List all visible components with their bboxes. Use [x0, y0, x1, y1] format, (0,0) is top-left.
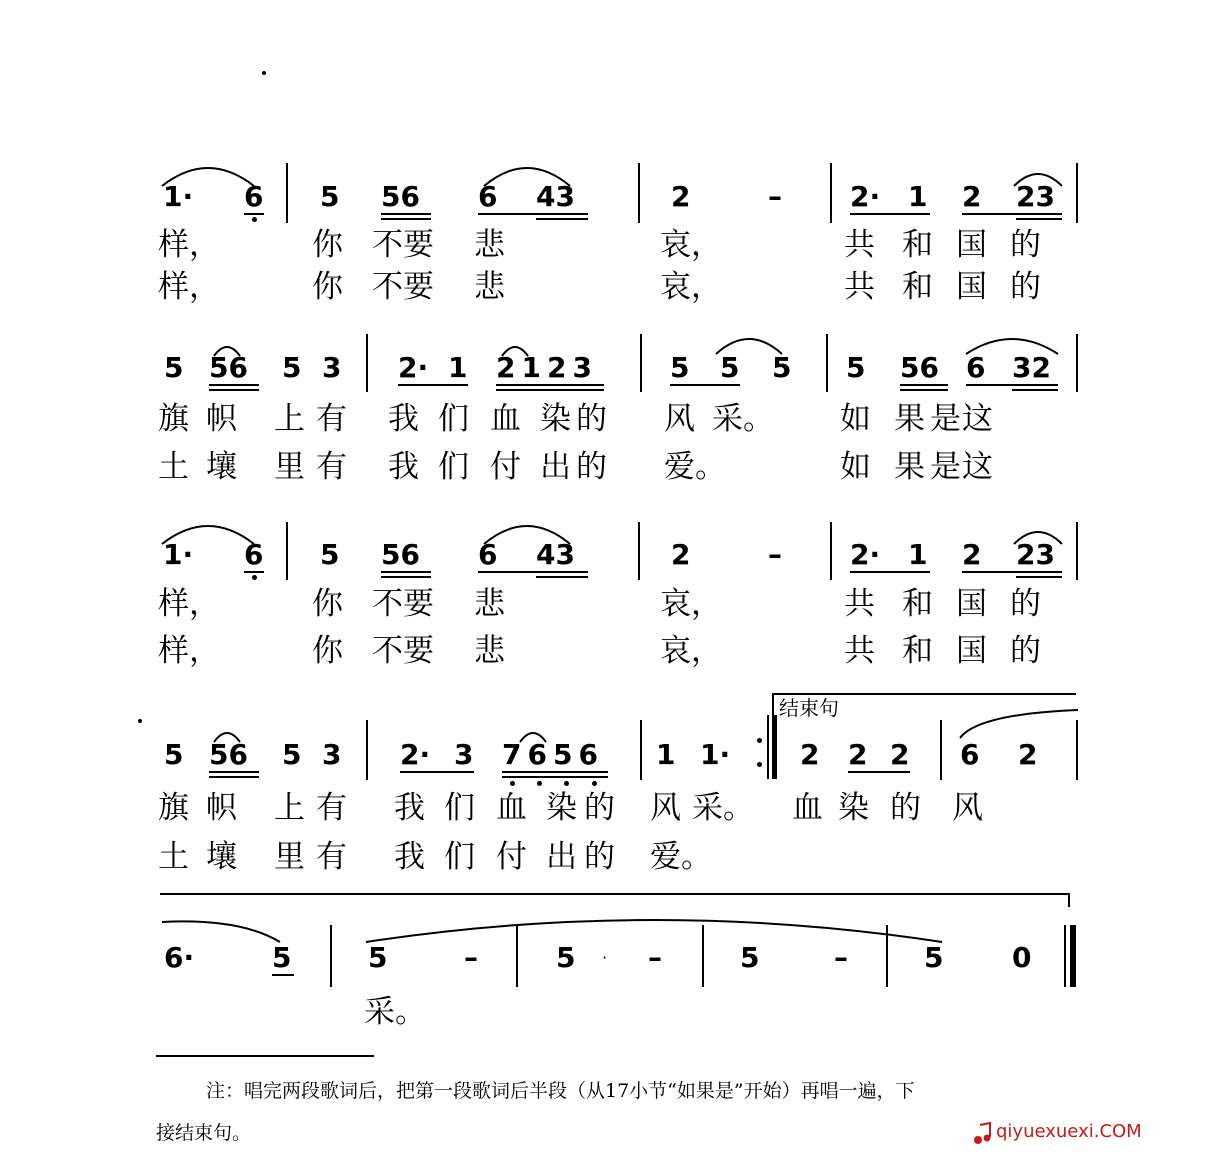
barline — [516, 925, 518, 987]
music-note-icon — [972, 1121, 994, 1145]
note: 2 — [671, 538, 691, 571]
note: 5 — [282, 738, 302, 771]
lyric: 采。 — [364, 994, 426, 1030]
lyric: 是 — [930, 449, 961, 485]
note: 1 — [656, 738, 676, 771]
underline — [381, 218, 431, 220]
ending-bracket-tick — [772, 693, 774, 715]
underline — [536, 576, 588, 578]
lyric: 壤 — [206, 449, 237, 485]
lyric: 风 — [664, 401, 695, 437]
repeat-dot — [757, 738, 762, 743]
note: 0 — [1012, 941, 1032, 974]
note: 5 — [740, 941, 760, 974]
note: 5 — [368, 941, 388, 974]
lyric: 的 — [890, 790, 921, 826]
note: 6 — [478, 180, 498, 213]
lyric: 壤 — [206, 839, 237, 875]
underline — [850, 213, 930, 215]
note: 2123 — [496, 351, 598, 384]
underline — [900, 389, 948, 391]
note: 6 — [966, 351, 986, 384]
note: 5 — [772, 351, 792, 384]
low-octave-dot — [564, 781, 569, 786]
note: 6 — [478, 538, 498, 571]
lyric: 里 — [274, 839, 305, 875]
lyric: 果 — [894, 449, 925, 485]
dash: – — [464, 941, 478, 974]
slur — [160, 914, 282, 944]
tie-line-end — [1068, 893, 1070, 907]
underline — [502, 776, 608, 778]
underline — [381, 213, 431, 215]
lyric: 和 — [902, 269, 933, 305]
note: 1 — [448, 351, 468, 384]
stray-dot: · — [602, 948, 608, 967]
lyric: 国 — [956, 586, 987, 622]
note: 6· — [164, 941, 195, 974]
lyric: 爱。 — [664, 449, 726, 485]
lyric: 你 — [312, 633, 343, 669]
repeat-barline-thin — [767, 715, 769, 779]
underline — [209, 771, 259, 773]
note: 1· — [700, 738, 731, 771]
barline — [702, 925, 704, 987]
note: 5 — [164, 738, 184, 771]
barline — [366, 720, 368, 780]
lyric: 帜 — [206, 790, 237, 826]
underline — [381, 576, 431, 578]
barline — [330, 925, 332, 987]
slur — [958, 706, 1080, 740]
note: 2 — [1018, 738, 1038, 771]
note: 56 — [900, 351, 939, 384]
lyric: 帜 — [206, 401, 237, 437]
slur — [364, 908, 944, 944]
note: 43 — [536, 180, 575, 213]
lyric: 哀， — [660, 269, 722, 305]
watermark — [972, 1118, 1182, 1148]
note: 1· — [163, 180, 194, 213]
barline — [1076, 720, 1078, 780]
lyric: 样， — [158, 227, 220, 263]
lyric: 土 — [158, 839, 189, 875]
underline — [209, 384, 259, 386]
stray-mark — [262, 71, 266, 75]
lyric: 悲 — [474, 586, 505, 622]
lyric: 你 — [312, 586, 343, 622]
underline — [400, 771, 474, 773]
lyric: 们 — [444, 790, 475, 826]
lyric: 出 — [540, 449, 571, 485]
underline — [272, 974, 294, 976]
lyric: 国 — [956, 269, 987, 305]
lyric: 我 — [388, 449, 419, 485]
lyric: 不要 — [372, 586, 434, 622]
lyric: 染 — [838, 790, 869, 826]
lyric: 有 — [316, 839, 347, 875]
dash: – — [768, 180, 782, 213]
lyric: 哀， — [660, 586, 722, 622]
underline — [478, 571, 588, 573]
lyric: 样， — [158, 269, 220, 305]
lyric: 们 — [438, 401, 469, 437]
barline — [366, 334, 368, 392]
lyric: 这 — [962, 401, 993, 437]
barline — [1076, 522, 1078, 580]
final-barline-thin — [1064, 925, 1066, 987]
lyric: 采。 — [712, 401, 774, 437]
lyric: 有 — [316, 449, 347, 485]
ending-bracket-line — [772, 693, 1076, 695]
underline — [962, 213, 1062, 215]
low-octave-dot — [510, 781, 515, 786]
lyric: 国 — [956, 227, 987, 263]
underline — [966, 384, 1058, 386]
note: 2· — [400, 738, 431, 771]
note: 43 — [536, 538, 575, 571]
footnote-rule — [156, 1055, 374, 1057]
lyric: 你 — [312, 227, 343, 263]
note: 32 — [1012, 351, 1051, 384]
note: 56 — [381, 538, 420, 571]
lyric: 土 — [158, 449, 189, 485]
underline — [536, 218, 588, 220]
lyric: 悲 — [474, 227, 505, 263]
lyric: 付 — [496, 839, 527, 875]
note: 2 — [800, 738, 820, 771]
lyric: 付 — [490, 449, 521, 485]
lyric: 是 — [930, 401, 961, 437]
note: 2· — [398, 351, 429, 384]
barline — [640, 720, 642, 780]
note: 2 — [890, 738, 910, 771]
note: 3 — [322, 738, 342, 771]
underline — [1012, 389, 1058, 391]
note: 56 — [209, 738, 248, 771]
underline — [670, 384, 740, 386]
note: 1· — [163, 538, 194, 571]
underline — [398, 384, 468, 386]
underline — [381, 571, 431, 573]
underline — [244, 213, 264, 215]
underline — [1016, 218, 1062, 220]
note: 5 — [272, 941, 292, 974]
lyric: 样， — [158, 633, 220, 669]
lyric: 共 — [844, 269, 875, 305]
lyric: 国 — [956, 633, 987, 669]
lyric: 血 — [490, 401, 521, 437]
lyric: 的 — [1010, 586, 1041, 622]
note: 5 — [720, 351, 740, 384]
lyric: 悲 — [474, 633, 505, 669]
barline — [638, 163, 640, 223]
underline — [478, 213, 588, 215]
dash: – — [768, 538, 782, 571]
ending-label: 结束句 — [779, 696, 839, 720]
lyric: 共 — [844, 227, 875, 263]
barline — [886, 925, 888, 987]
barline — [830, 163, 832, 223]
lyric: 如 — [840, 401, 871, 437]
lyric: 的 — [1010, 227, 1041, 263]
low-octave-dot — [252, 217, 257, 222]
note: 5 — [846, 351, 866, 384]
lyric: 们 — [438, 449, 469, 485]
lyric: 样， — [158, 586, 220, 622]
lyric: 染 — [546, 790, 577, 826]
note: 2· — [850, 538, 881, 571]
lyric: 和 — [902, 227, 933, 263]
lyric: 如 — [840, 449, 871, 485]
note: 5 — [924, 941, 944, 974]
note: 2 — [848, 738, 868, 771]
note: 5 — [670, 351, 690, 384]
note: 1 — [908, 538, 928, 571]
note: 2 — [671, 180, 691, 213]
dash: – — [648, 941, 662, 974]
tie-line — [160, 893, 1070, 895]
lyric: 旗 — [158, 790, 189, 826]
lyric: 不要 — [372, 227, 434, 263]
barline — [830, 522, 832, 580]
barline — [940, 720, 942, 780]
lyric: 悲 — [474, 269, 505, 305]
underline — [848, 771, 910, 773]
note: 23 — [1016, 180, 1055, 213]
lyric: 的 — [576, 449, 607, 485]
lyric: 果 — [894, 401, 925, 437]
barline — [638, 522, 640, 580]
lyric: 你 — [312, 269, 343, 305]
lyric: 的 — [1010, 633, 1041, 669]
lyric: 采。 — [692, 790, 754, 826]
barline — [826, 334, 828, 392]
lyric: 我 — [388, 401, 419, 437]
note: 2 — [962, 538, 982, 571]
watermark-text: qiyuexuexi.COM — [996, 1121, 1142, 1142]
repeat-dot — [757, 762, 762, 767]
note: 3 — [454, 738, 474, 771]
note: 23 — [1016, 538, 1055, 571]
lyric: 血 — [496, 790, 527, 826]
lyric: 染 — [540, 401, 571, 437]
barline — [286, 522, 288, 580]
lyric: 的 — [584, 839, 615, 875]
low-octave-dot — [537, 781, 542, 786]
lyric: 有 — [316, 401, 347, 437]
low-octave-dot — [592, 781, 597, 786]
lyric: 哀， — [660, 633, 722, 669]
lyric: 旗 — [158, 401, 189, 437]
note: 56 — [209, 351, 248, 384]
lyric: 的 — [576, 401, 607, 437]
lyric: 有 — [316, 790, 347, 826]
note: 5 — [320, 538, 340, 571]
note: 6 — [960, 738, 980, 771]
barline — [286, 163, 288, 223]
lyric: 爱。 — [650, 839, 712, 875]
lyric: 的 — [1010, 269, 1041, 305]
note: 3 — [322, 351, 342, 384]
note: 7656 — [502, 738, 604, 771]
barline — [1076, 163, 1078, 223]
lyric: 出 — [546, 839, 577, 875]
note: 5 — [282, 351, 302, 384]
lyric: 共 — [844, 633, 875, 669]
underline — [496, 389, 604, 391]
footnote-line-2: 接结束句。 — [156, 1122, 252, 1144]
low-octave-dot — [252, 575, 257, 580]
lyric: 血 — [792, 790, 823, 826]
lyric: 上 — [274, 790, 305, 826]
footnote-line-1: 注：唱完两段歌词后，把第一段歌词后半段（从17小节“如果是”开始）再唱一遍，下 — [206, 1080, 915, 1102]
barline — [640, 334, 642, 392]
note: 5 — [556, 941, 576, 974]
lyric: 风 — [952, 790, 983, 826]
underline — [850, 571, 930, 573]
lyric: 不要 — [372, 269, 434, 305]
note: 5 — [320, 180, 340, 213]
underline — [962, 571, 1062, 573]
lyric: 这 — [962, 449, 993, 485]
lyric: 的 — [584, 790, 615, 826]
underline — [1016, 576, 1062, 578]
lyric: 和 — [902, 633, 933, 669]
lyric: 里 — [274, 449, 305, 485]
note: 6 — [244, 180, 264, 213]
note: 2 — [962, 180, 982, 213]
lyric: 不要 — [372, 633, 434, 669]
lyric: 共 — [844, 586, 875, 622]
lyric: 我 — [394, 839, 425, 875]
final-barline-thick — [1070, 925, 1076, 987]
underline — [209, 776, 259, 778]
lyric: 和 — [902, 586, 933, 622]
note: 5 — [164, 351, 184, 384]
lyric: 风 — [650, 790, 681, 826]
note: 56 — [381, 180, 420, 213]
dash: – — [834, 941, 848, 974]
underline — [502, 771, 608, 773]
underline — [496, 384, 604, 386]
lyric: 哀， — [660, 227, 722, 263]
underline — [244, 571, 264, 573]
underline — [209, 389, 259, 391]
note: 6 — [244, 538, 264, 571]
barline — [1076, 334, 1078, 392]
lyric: 们 — [444, 839, 475, 875]
note: 1 — [908, 180, 928, 213]
repeat-barline-thick — [772, 715, 777, 779]
underline — [900, 384, 948, 386]
lyric: 上 — [274, 401, 305, 437]
stray-mark — [138, 719, 142, 723]
lyric: 我 — [394, 790, 425, 826]
note: 2· — [850, 180, 881, 213]
